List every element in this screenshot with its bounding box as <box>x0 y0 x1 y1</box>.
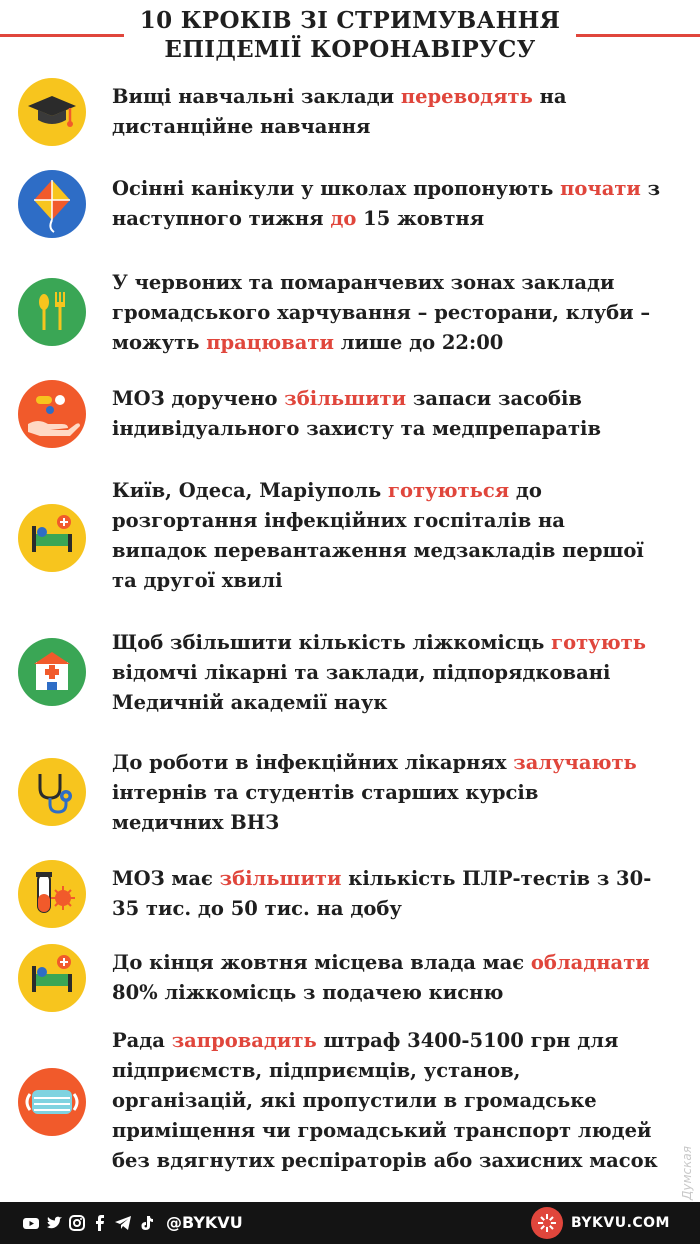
pills-hand-icon <box>18 380 86 448</box>
instagram-icon[interactable] <box>68 1214 86 1232</box>
text-line: Рада запровадить штраф 3400-5100 грн для <box>112 1029 619 1052</box>
text-line: Вищі навчальні заклади переводять на <box>112 85 567 108</box>
text-line: До роботи в інфекційних лікарнях залучають <box>112 751 637 774</box>
title-rule-left <box>0 34 124 37</box>
step-text-9 <box>112 948 684 1008</box>
text-line: організацій, які пропустили в громадське <box>112 1089 597 1112</box>
step-text-1 <box>112 82 684 142</box>
site-name: BYKVU.COM <box>570 1215 670 1231</box>
text-line: приміщення чи громадський транспорт людей <box>112 1119 652 1142</box>
hospital-building-icon <box>18 638 86 706</box>
graduation-cap-icon <box>18 78 86 146</box>
text-line: громадського харчування – ресторани, клуби – <box>112 301 651 324</box>
text-line: можуть працювати лише до 22:00 <box>112 331 504 354</box>
text-line: Медичній академії наук <box>112 691 388 714</box>
text-line: МОЗ має збільшити кількість ПЛР-тестів з 30- <box>112 867 652 890</box>
face-mask-icon <box>18 1068 86 1136</box>
title-line-1: 10 КРОКІВ ЗІ СТРИМУВАННЯ <box>139 7 561 34</box>
text-line: Київ, Одеса, Маріуполь готуються до <box>112 479 542 502</box>
step-text-10 <box>112 1026 684 1176</box>
text-line: Щоб збільшити кількість ліжкомісць готують <box>112 631 646 654</box>
step-text-4 <box>112 384 684 444</box>
step-text-2 <box>112 174 684 234</box>
text-line: МОЗ доручено збільшити запаси засобів <box>112 387 582 410</box>
social-links <box>22 1212 243 1234</box>
text-line: підприємств, підприємців, установ, <box>112 1059 521 1082</box>
text-line: інтернів та студентів старших курсів <box>112 781 539 804</box>
stethoscope-icon <box>18 758 86 826</box>
text-line: наступного тижня до 15 жовтня <box>112 207 485 230</box>
text-line: 80% ліжкомісць з подачею кисню <box>112 981 504 1004</box>
kite-icon <box>18 170 86 238</box>
test-tube-virus-icon <box>18 860 86 928</box>
step-text-8 <box>112 864 684 924</box>
oxygen-bed-icon <box>18 944 86 1012</box>
hospital-bed-icon <box>18 504 86 572</box>
tiktok-icon[interactable] <box>137 1214 155 1232</box>
footer <box>0 1202 700 1244</box>
telegram-icon[interactable] <box>114 1214 132 1232</box>
text-line: без вдягнутих респіраторів або захисних масок <box>112 1149 658 1172</box>
title-line-2: ЕПІДЕМІЇ КОРОНАВІРУСУ <box>164 36 536 63</box>
social-handle[interactable]: @BYKVU <box>166 1213 243 1232</box>
text-line: До кінця жовтня місцева влада має обладнати <box>112 951 650 974</box>
brand-logo-icon <box>531 1207 563 1239</box>
youtube-icon[interactable] <box>22 1214 40 1232</box>
twitter-icon[interactable] <box>45 1214 63 1232</box>
step-text-6 <box>112 628 684 718</box>
text-line: індивідуального захисту та медпрепаратів <box>112 417 601 440</box>
step-text-7 <box>112 748 684 838</box>
fork-spoon-icon <box>18 278 86 346</box>
text-line: 35 тис. до 50 тис. на добу <box>112 897 402 920</box>
text-line: та другої хвилі <box>112 569 283 592</box>
text-line: медичних ВНЗ <box>112 811 280 834</box>
text-line: Осінні канікули у школах пропонують почати з <box>112 177 661 200</box>
step-text-5 <box>112 476 684 596</box>
watermark: Думская <box>680 1146 694 1200</box>
text-line: випадок перевантаження медзакладів першої <box>112 539 644 562</box>
text-line: розгортання інфекційних госпіталів на <box>112 509 565 532</box>
text-line: відомчі лікарні та заклади, підпорядковані <box>112 661 611 684</box>
brand[interactable] <box>531 1207 670 1239</box>
facebook-icon[interactable] <box>91 1214 109 1232</box>
step-text-3 <box>112 268 684 358</box>
text-line: У червоних та помаранчевих зонах заклади <box>112 271 615 294</box>
title-rule-right <box>576 34 700 37</box>
text-line: дистанційне навчання <box>112 115 371 138</box>
